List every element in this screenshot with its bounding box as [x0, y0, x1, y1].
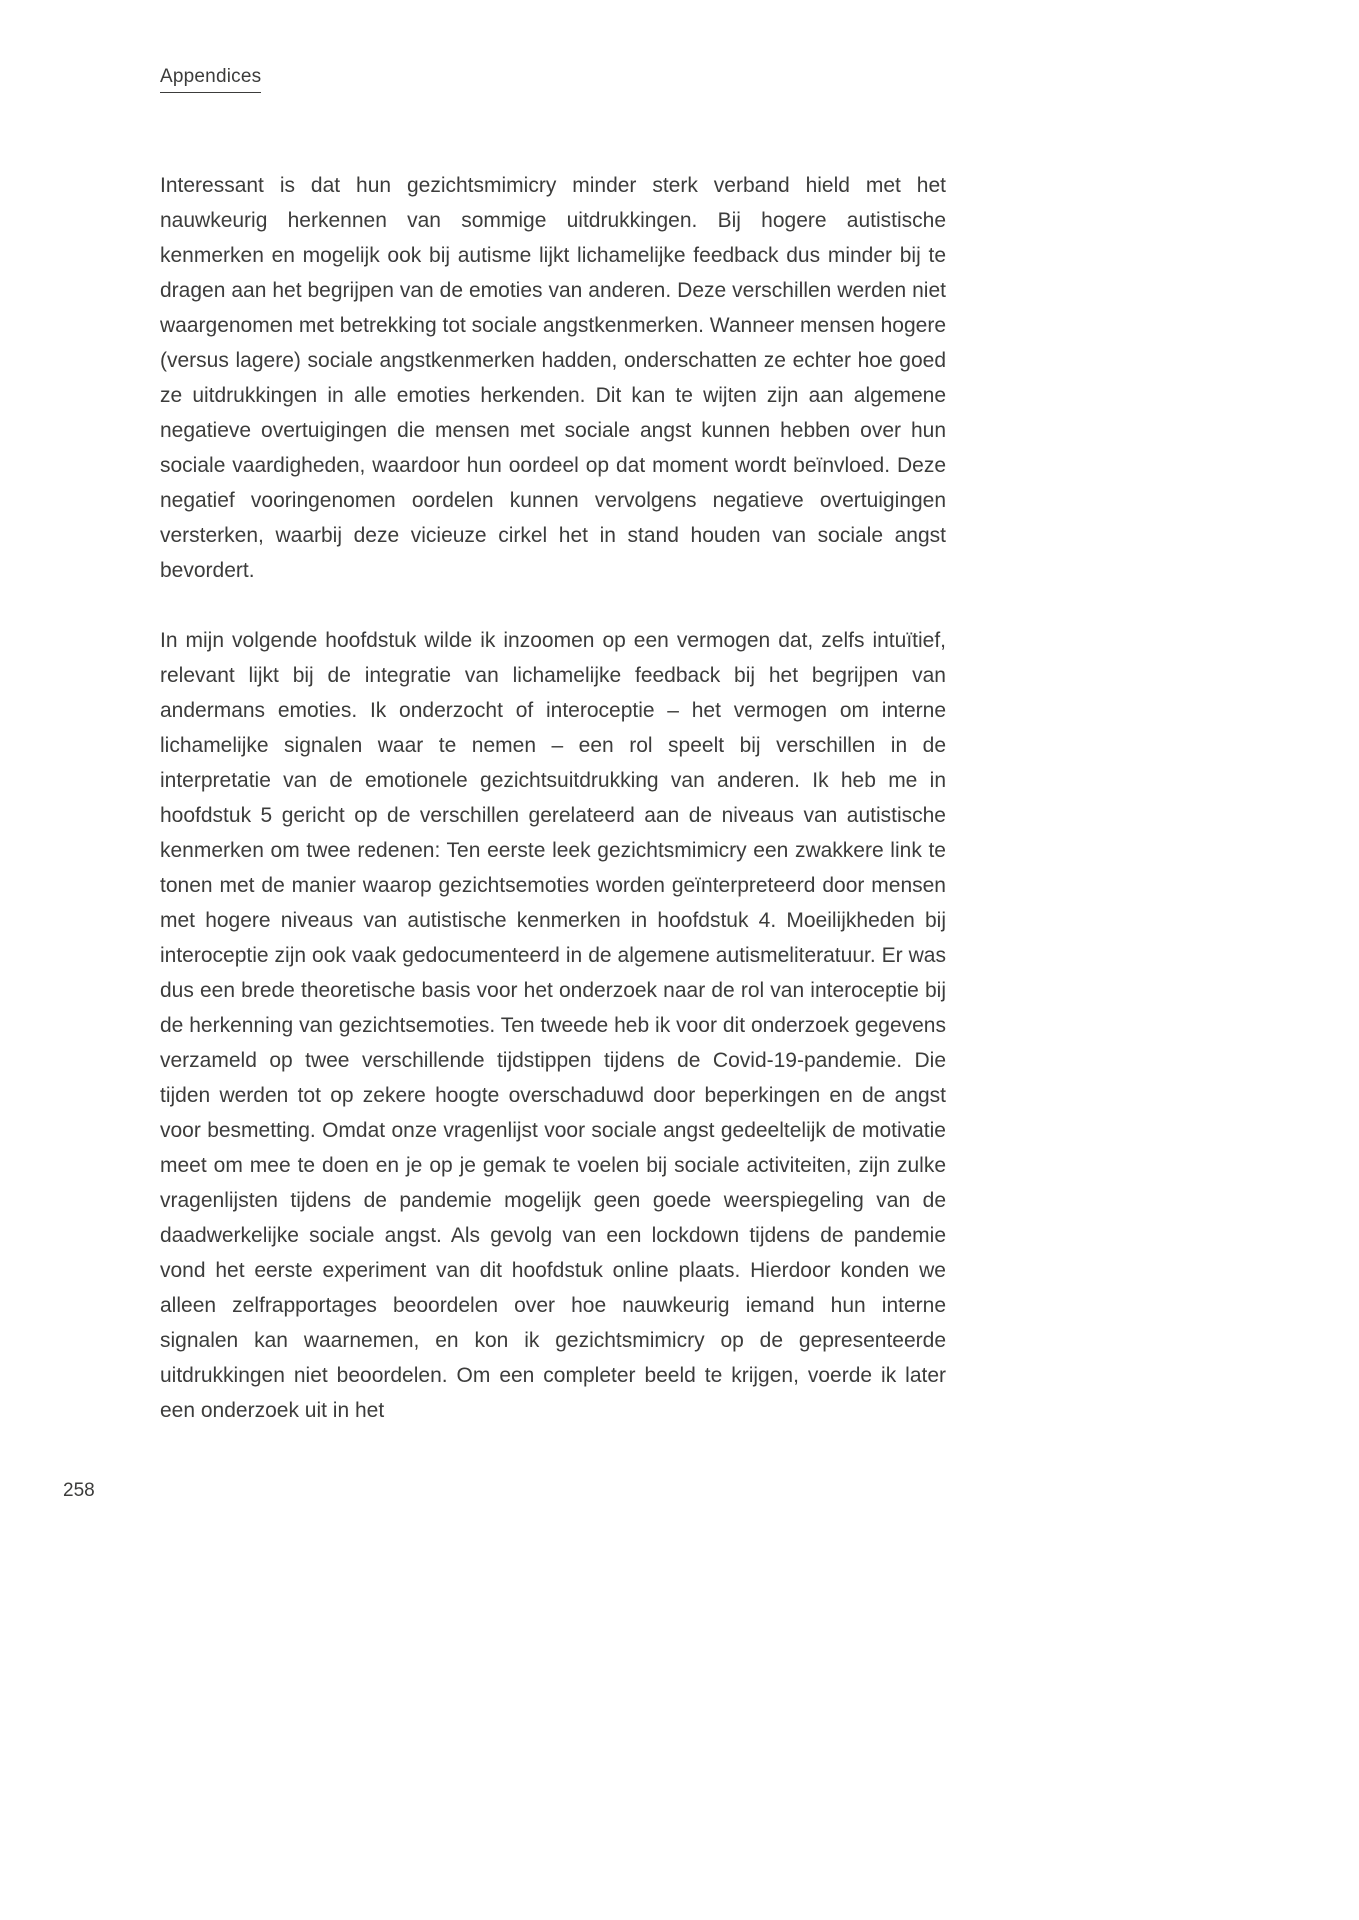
body-text: [160, 168, 946, 1428]
paragraph-1: Interessant is dat hun gezichtsmimicry minder sterk verband hield met het nauwkeurig herkennen van sommige uitdrukkingen. Bij hogere autistische kenmerken en mogelijk ook bij autisme lijkt lichamelijke feedback dus minder bij te dragen aan het begrijpen van de emoties van anderen. Deze verschillen werden niet waargenomen met betrekking tot sociale angstkenmerken. Wanneer mensen hogere (versus lagere) sociale angstkenmerken hadden, onderschatten ze echter hoe goed ze uitdrukkingen in alle emoties herkenden. Dit kan te wijten zijn aan algemene negatieve overtuigingen die mensen met sociale angst kunnen hebben over hun sociale vaardigheden, waardoor hun oordeel op dat moment wordt beïnvloed. Deze negatief vooringenomen oordelen kunnen vervolgens negatieve overtuigingen versterken, waarbij deze vicieuze cirkel het in stand houden van sociale angst bevordert.: [160, 174, 946, 582]
running-header: [160, 66, 261, 93]
running-header-label: Appendices: [160, 66, 261, 93]
page-number: 258: [63, 1480, 95, 1501]
paragraph-2: In mijn volgende hoofdstuk wilde ik inzoomen op een vermogen dat, zelfs intuïtief, relevant lijkt bij de integratie van lichamelijke feedback bij het begrijpen van andermans emoties. Ik onderzocht of interoceptie – het vermogen om interne lichamelijke signalen waar te nemen – een rol speelt bij verschillen in de interpretatie van de emotionele gezichtsuitdrukking van anderen. Ik heb me in hoofdstuk 5 gericht op de verschillen gerelateerd aan de niveaus van autistische kenmerken om twee redenen: Ten eerste leek gezichtsmimicry een zwakkere link te tonen met de manier waarop gezichtsemoties worden geïnterpreteerd door mensen met hogere niveaus van autistische kenmerken in hoofdstuk 4. Moeilijkheden bij interoceptie zijn ook vaak gedocumenteerd in de algemene autismeliteratuur. Er was dus een brede theoretische basis voor het onderzoek naar de rol van interoceptie bij de herkenning van gezichtsemoties. Ten tweede heb ik voor dit onderzoek gegevens verzameld op twee verschillende tijdstippen tijdens de Covid-19-pandemie. Die tijden werden tot op zekere hoogte overschaduwd door beperkingen en de angst voor besmetting. Omdat onze vragenlijst voor sociale angst gedeeltelijk de motivatie meet om mee te doen en je op je gemak te voelen bij sociale activiteiten, zijn zulke vragenlijsten tijdens de pandemie mogelijk geen goede weerspiegeling van de daadwerkelijke sociale angst. Als gevolg van een lockdown tijdens de pandemie vond het eerste experiment van dit hoofdstuk online plaats. Hierdoor konden we alleen zelfrapportages beoordelen over hoe nauwkeurig iemand hun interne signalen kan waarnemen, en kon ik gezichtsmimicry op de gepresenteerde uitdrukkingen niet beoordelen. Om een completer beeld te krijgen, voerde ik later een onderzoek uit in het: [160, 629, 946, 1422]
